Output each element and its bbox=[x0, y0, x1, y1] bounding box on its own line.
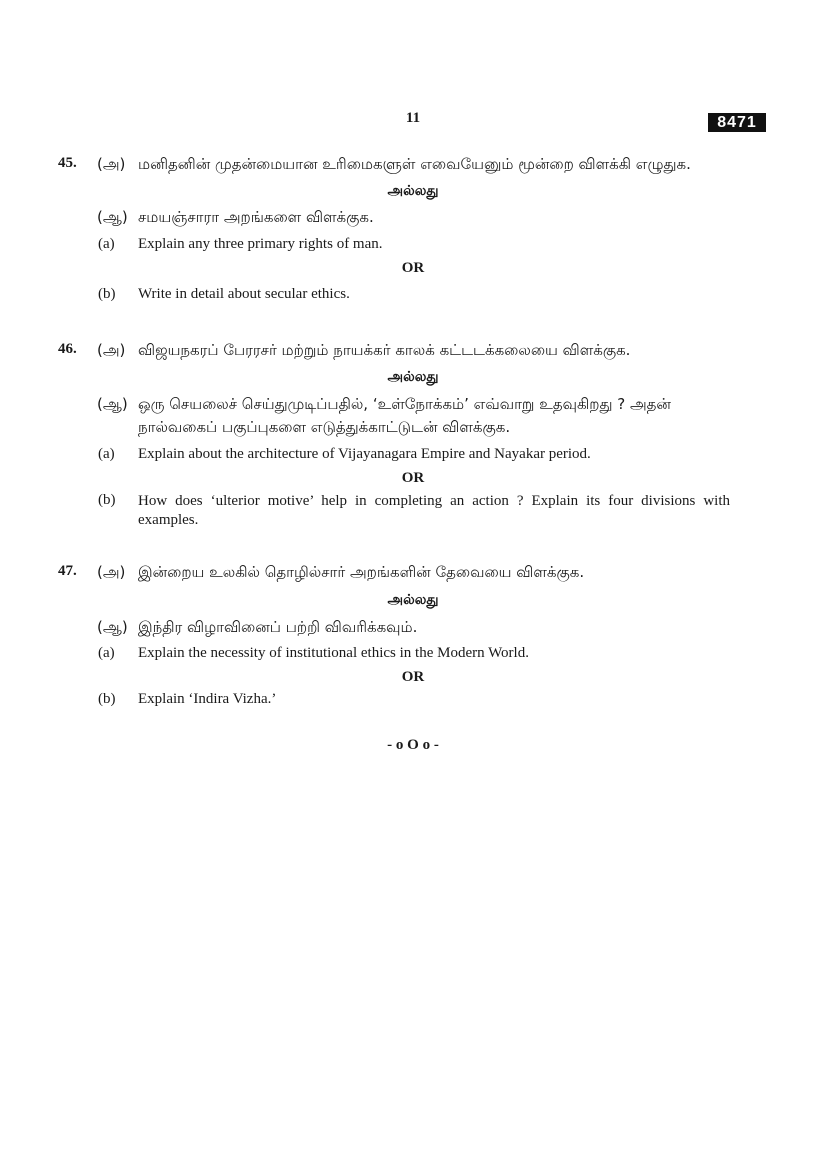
page-number: 11 bbox=[405, 110, 421, 126]
english-or-divider: OR bbox=[401, 669, 425, 685]
tamil-option-b-label: (ஆ) bbox=[97, 618, 128, 636]
english-option-a-text: Explain about the architecture of Vijayanagara Empire and Nayakar period. bbox=[138, 446, 591, 462]
question-number: 47. bbox=[58, 563, 77, 579]
paper-code-badge: 8471 bbox=[708, 113, 766, 132]
tamil-or-divider: அல்லது bbox=[387, 592, 439, 608]
tamil-or-divider: அல்லது bbox=[387, 183, 439, 199]
end-of-paper-mark: - o O o - bbox=[387, 737, 439, 753]
tamil-option-a-text: இன்றைய உலகில் தொழில்சார் அறங்களின் தேவையை விளக்குக. bbox=[138, 563, 585, 581]
english-option-b-label: (b) bbox=[98, 691, 116, 707]
tamil-option-a-label: (அ) bbox=[97, 341, 126, 359]
tamil-option-a-text: விஜயநகரப் பேரரசர் மற்றும் நாயக்கர் காலக் கட்டடக்கலையை விளக்குக. bbox=[138, 341, 631, 359]
tamil-option-b-label: (ஆ) bbox=[97, 208, 128, 226]
question-number: 46. bbox=[58, 341, 77, 357]
question-number: 45. bbox=[58, 155, 77, 171]
english-option-a-label: (a) bbox=[98, 645, 115, 661]
english-or-divider: OR bbox=[401, 470, 425, 486]
tamil-or-divider: அல்லது bbox=[387, 369, 439, 385]
english-option-b-label: (b) bbox=[98, 286, 116, 302]
english-option-a-label: (a) bbox=[98, 446, 115, 462]
tamil-option-b-text-line1: ஒரு செயலைச் செய்துமுடிப்பதில், ‘உள்நோக்கம்’ எவ்வாறு உதவுகிறது ? அதன் bbox=[138, 395, 671, 413]
english-option-a-text: Explain any three primary rights of man. bbox=[138, 236, 383, 252]
english-or-divider: OR bbox=[401, 260, 425, 276]
tamil-option-a-label: (அ) bbox=[97, 563, 126, 581]
english-option-b-text: How does ‘ulterior motive’ help in completing an action ? Explain its four divisions with examples. bbox=[138, 493, 730, 528]
english-option-b-label: (b) bbox=[98, 492, 116, 508]
tamil-option-b-text-line2: நால்வகைப் பகுப்புகளை எடுத்துக்காட்டுடன் விளக்குக. bbox=[138, 418, 511, 436]
tamil-option-a-label: (அ) bbox=[97, 155, 126, 173]
tamil-option-a-text: மனிதனின் முதன்மையான உரிமைகளுள் எவையேனும் மூன்றை விளக்கி எழுதுக. bbox=[138, 155, 691, 173]
tamil-option-b-text: இந்திர விழாவினைப் பற்றி விவரிக்கவும். bbox=[138, 618, 418, 636]
english-option-b-text: Explain ‘Indira Vizha.’ bbox=[138, 691, 277, 707]
english-option-b-text: Write in detail about secular ethics. bbox=[138, 286, 350, 302]
tamil-option-b-label: (ஆ) bbox=[97, 395, 128, 413]
english-option-a-label: (a) bbox=[98, 236, 115, 252]
tamil-option-b-text: சமயஞ்சாரா அறங்களை விளக்குக. bbox=[138, 208, 374, 226]
english-option-a-text: Explain the necessity of institutional ethics in the Modern World. bbox=[138, 645, 529, 661]
